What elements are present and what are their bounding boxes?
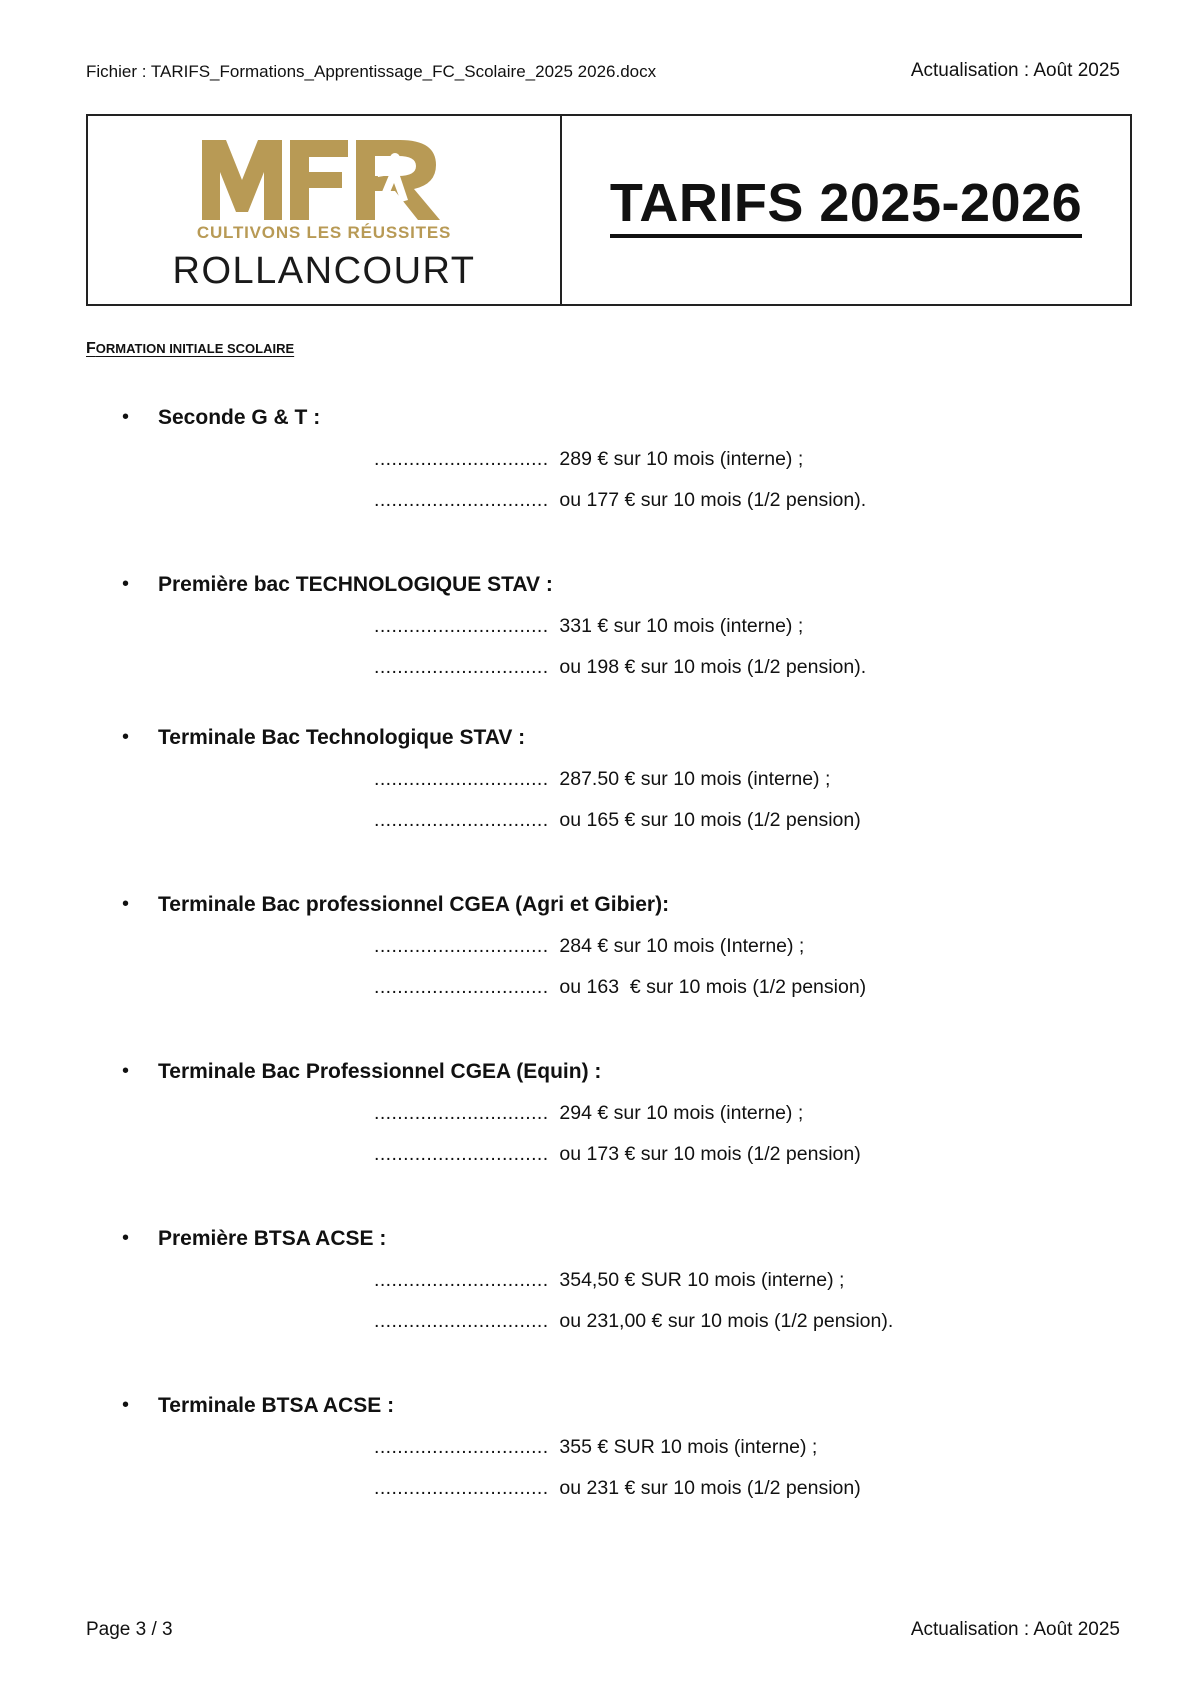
bullet-icon: •: [122, 893, 130, 915]
bullet-icon: •: [122, 726, 130, 748]
update-date: Actualisation : Août 2025: [910, 60, 1120, 81]
price-line: .............................. ou 165 € sur 10 mois (1/2 pension): [374, 809, 861, 831]
price-line: .............................. 331 € sur 10 mois (interne) ;: [374, 615, 804, 637]
item-title: Terminale Bac Professionnel CGEA (Equin) :: [158, 1060, 602, 1083]
price-line: .............................. 284 € sur 10 mois (Interne) ;: [374, 935, 805, 957]
item-title: Terminale Bac professionnel CGEA (Agri et Gibier):: [158, 893, 670, 916]
logo-place: ROLLANCOURT: [172, 250, 476, 292]
header-box: [86, 114, 1132, 306]
bullet-icon: •: [122, 1394, 130, 1416]
bullet-icon: •: [122, 573, 130, 595]
page-title: TARIFS 2025-2026: [562, 172, 1130, 234]
section-heading: FORMATION INITIALE SCOLAIRE: [86, 340, 295, 357]
item-title: Terminale Bac Technologique STAV :: [158, 726, 526, 749]
item-title: Première BTSA ACSE :: [158, 1227, 387, 1250]
price-line: .............................. 289 € sur 10 mois (interne) ;: [374, 448, 804, 470]
price-line: .............................. ou 198 € sur 10 mois (1/2 pension).: [374, 656, 867, 678]
item-title: Terminale BTSA ACSE :: [158, 1394, 395, 1417]
price-line: .............................. ou 163 € sur 10 mois (1/2 pension): [374, 976, 867, 998]
bullet-icon: •: [122, 1227, 130, 1249]
price-line: .............................. ou 177 € sur 10 mois (1/2 pension).: [374, 489, 867, 511]
title-panel: [562, 116, 1130, 304]
item-title: Première bac TECHNOLOGIQUE STAV :: [158, 573, 553, 596]
price-line: .............................. 354,50 € SUR 10 mois (interne) ;: [374, 1269, 845, 1291]
price-line: .............................. 294 € sur 10 mois (interne) ;: [374, 1102, 804, 1124]
price-line: .............................. ou 173 € sur 10 mois (1/2 pension): [374, 1143, 861, 1165]
price-line: .............................. ou 231 € sur 10 mois (1/2 pension): [374, 1477, 861, 1499]
bullet-icon: •: [122, 1060, 130, 1082]
bullet-icon: •: [122, 406, 130, 428]
page-number: Page 3 / 3: [86, 1619, 173, 1640]
footer-update-date: Actualisation : Août 2025: [910, 1619, 1120, 1640]
mfr-logo: [202, 138, 442, 220]
logo-panel: [88, 116, 562, 304]
file-name: Fichier : TARIFS_Formations_Apprentissage_FC_Scolaire_2025 2026.docx: [86, 62, 657, 81]
logo-tagline: CULTIVONS LES RÉUSSITES: [196, 223, 452, 242]
price-line: .............................. 355 € SUR 10 mois (interne) ;: [374, 1436, 818, 1458]
price-line: .............................. 287.50 € sur 10 mois (interne) ;: [374, 768, 831, 790]
item-title: Seconde G & T :: [158, 406, 321, 429]
price-line: .............................. ou 231,00 € sur 10 mois (1/2 pension).: [374, 1310, 894, 1332]
